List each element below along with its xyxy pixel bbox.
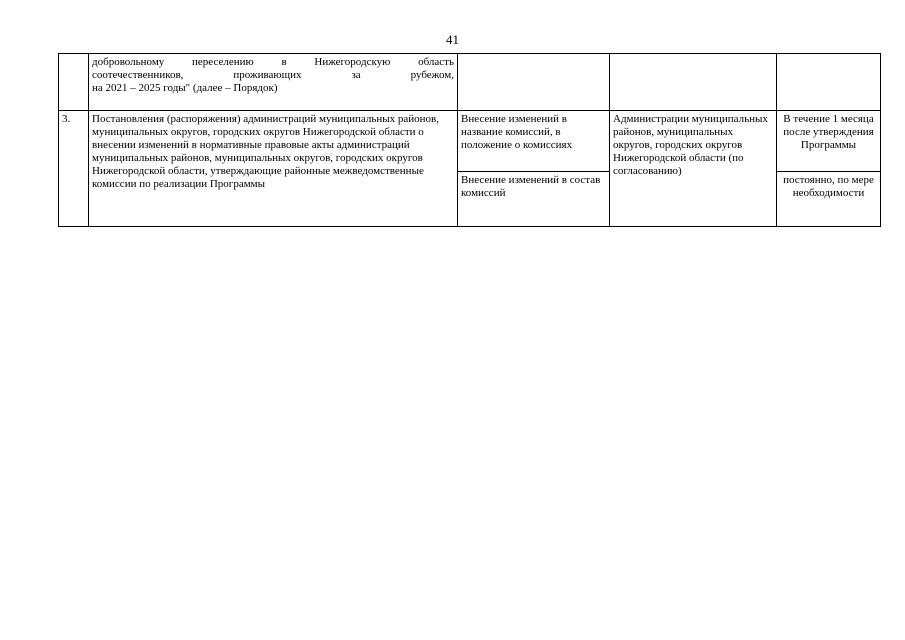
cell-action xyxy=(458,54,610,111)
document-line-2: соотечественников, проживающих за рубежом, xyxy=(92,69,454,81)
document-line-3: на 2021 – 2025 годы" (далее – Порядок) xyxy=(92,82,278,94)
cell-executor: Администрации муниципальных районов, муниципальных округов, городских округов Нижегородской области (по согласованию) xyxy=(610,111,777,227)
page-number: 41 xyxy=(446,32,459,47)
cell-term-2: постоянно, по мере необходимости xyxy=(777,172,881,227)
cell-action-2: Внесение изменений в состав комиссий xyxy=(458,172,610,227)
cell-row-number: 3. xyxy=(59,111,89,227)
cell-term xyxy=(777,54,881,111)
cell-document-continuation xyxy=(89,54,458,111)
plan-table xyxy=(58,53,881,227)
cell-executor xyxy=(610,54,777,111)
cell-document: Постановления (распоряжения) администраций муниципальных районов, муниципальных округов, городских округов Нижегородской области о внесении изменений в нормативные правовые акты администраций муниципальных районов, муниципальных округов, городских округов Нижегородской области, утверждающие районные межведомственные комиссии по реализации Программы xyxy=(89,111,458,227)
cell-action-1: Внесение изменений в название комиссий, в положение о комиссиях xyxy=(458,111,610,172)
table-row-3 xyxy=(59,111,881,172)
cell-term-1: В течение 1 месяца после утверждения Программы xyxy=(777,111,881,172)
cell-number xyxy=(59,54,89,111)
table-row-continuation xyxy=(59,54,881,111)
document-line-1: добровольному переселению в Нижегородскую область xyxy=(92,56,454,68)
